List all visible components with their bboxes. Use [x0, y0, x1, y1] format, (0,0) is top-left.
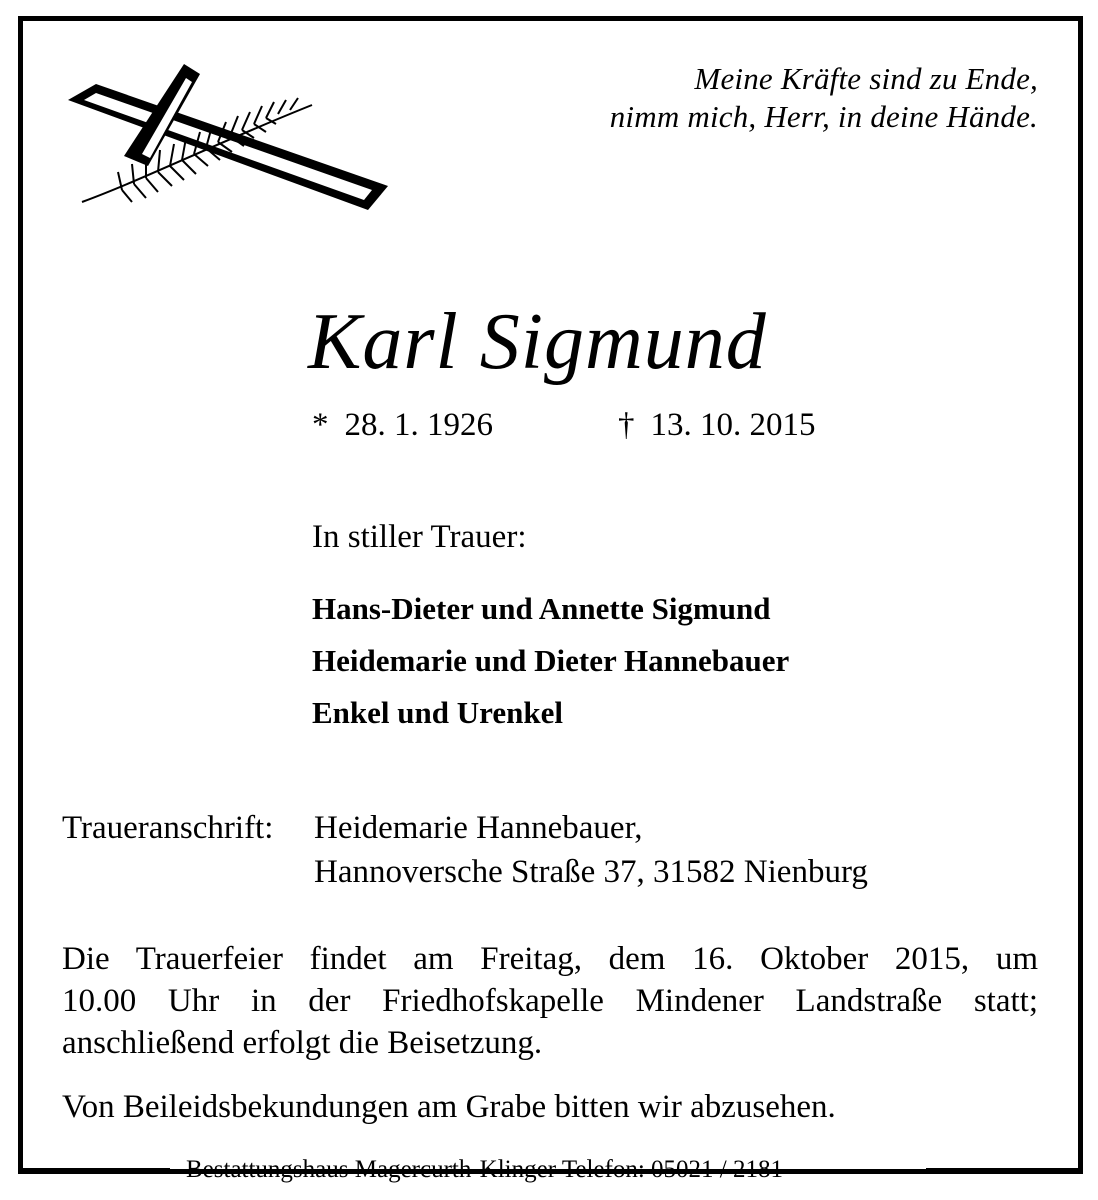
funeral-home-contact: Bestattungshaus Magercurth-Klinger Telefon: 05021 / 2181 [186, 1156, 783, 1183]
condolence-note: Von Beileidsbekundungen am Grabe bitten wir abzusehen. [62, 1089, 836, 1125]
address-label: Traueranschrift: [62, 810, 274, 846]
mourner-entry: Heidemarie und Dieter Hannebauer [312, 643, 790, 678]
motto-line-2: nimm mich, Herr, in deine Hände. [609, 99, 1038, 134]
deceased-name: Karl Sigmund [308, 298, 767, 386]
service-line-3: anschließend erfolgt die Beisetzung. [62, 1025, 543, 1061]
service-line-1: Die Trauerfeier findet am Freitag, dem 16. Oktober 2015, um [62, 941, 1038, 977]
mourner-entry: Enkel und Urenkel [312, 695, 563, 730]
birth-mark: * [312, 407, 329, 443]
birth-date [312, 402, 493, 448]
death-date [618, 402, 816, 448]
address-line-2: Hannoversche Straße 37, 31582 Nienburg [314, 854, 868, 890]
service-line-2: 10.00 Uhr in der Friedhofskapelle Mindener Landstraße statt; [62, 983, 1038, 1019]
death-date-value: 13. 10. 2015 [650, 407, 816, 443]
funeral-service-info [62, 938, 1038, 1064]
birth-date-value: 28. 1. 1926 [344, 407, 493, 443]
footer-rule-left [18, 1168, 170, 1173]
motto-line-1: Meine Kräfte sind zu Ende, [694, 61, 1038, 96]
mourners-list [312, 583, 789, 739]
mourner-entry: Hans-Dieter und Annette Sigmund [312, 591, 771, 626]
mourning-intro: In stiller Trauer: [312, 519, 527, 555]
mourning-address [314, 806, 868, 894]
cross-with-palm-branch-icon [62, 60, 392, 220]
address-line-1: Heidemarie Hannebauer, [314, 810, 643, 846]
footer-rule-right [926, 1168, 1078, 1173]
motto-verse [530, 60, 1038, 136]
death-mark: † [618, 407, 635, 443]
